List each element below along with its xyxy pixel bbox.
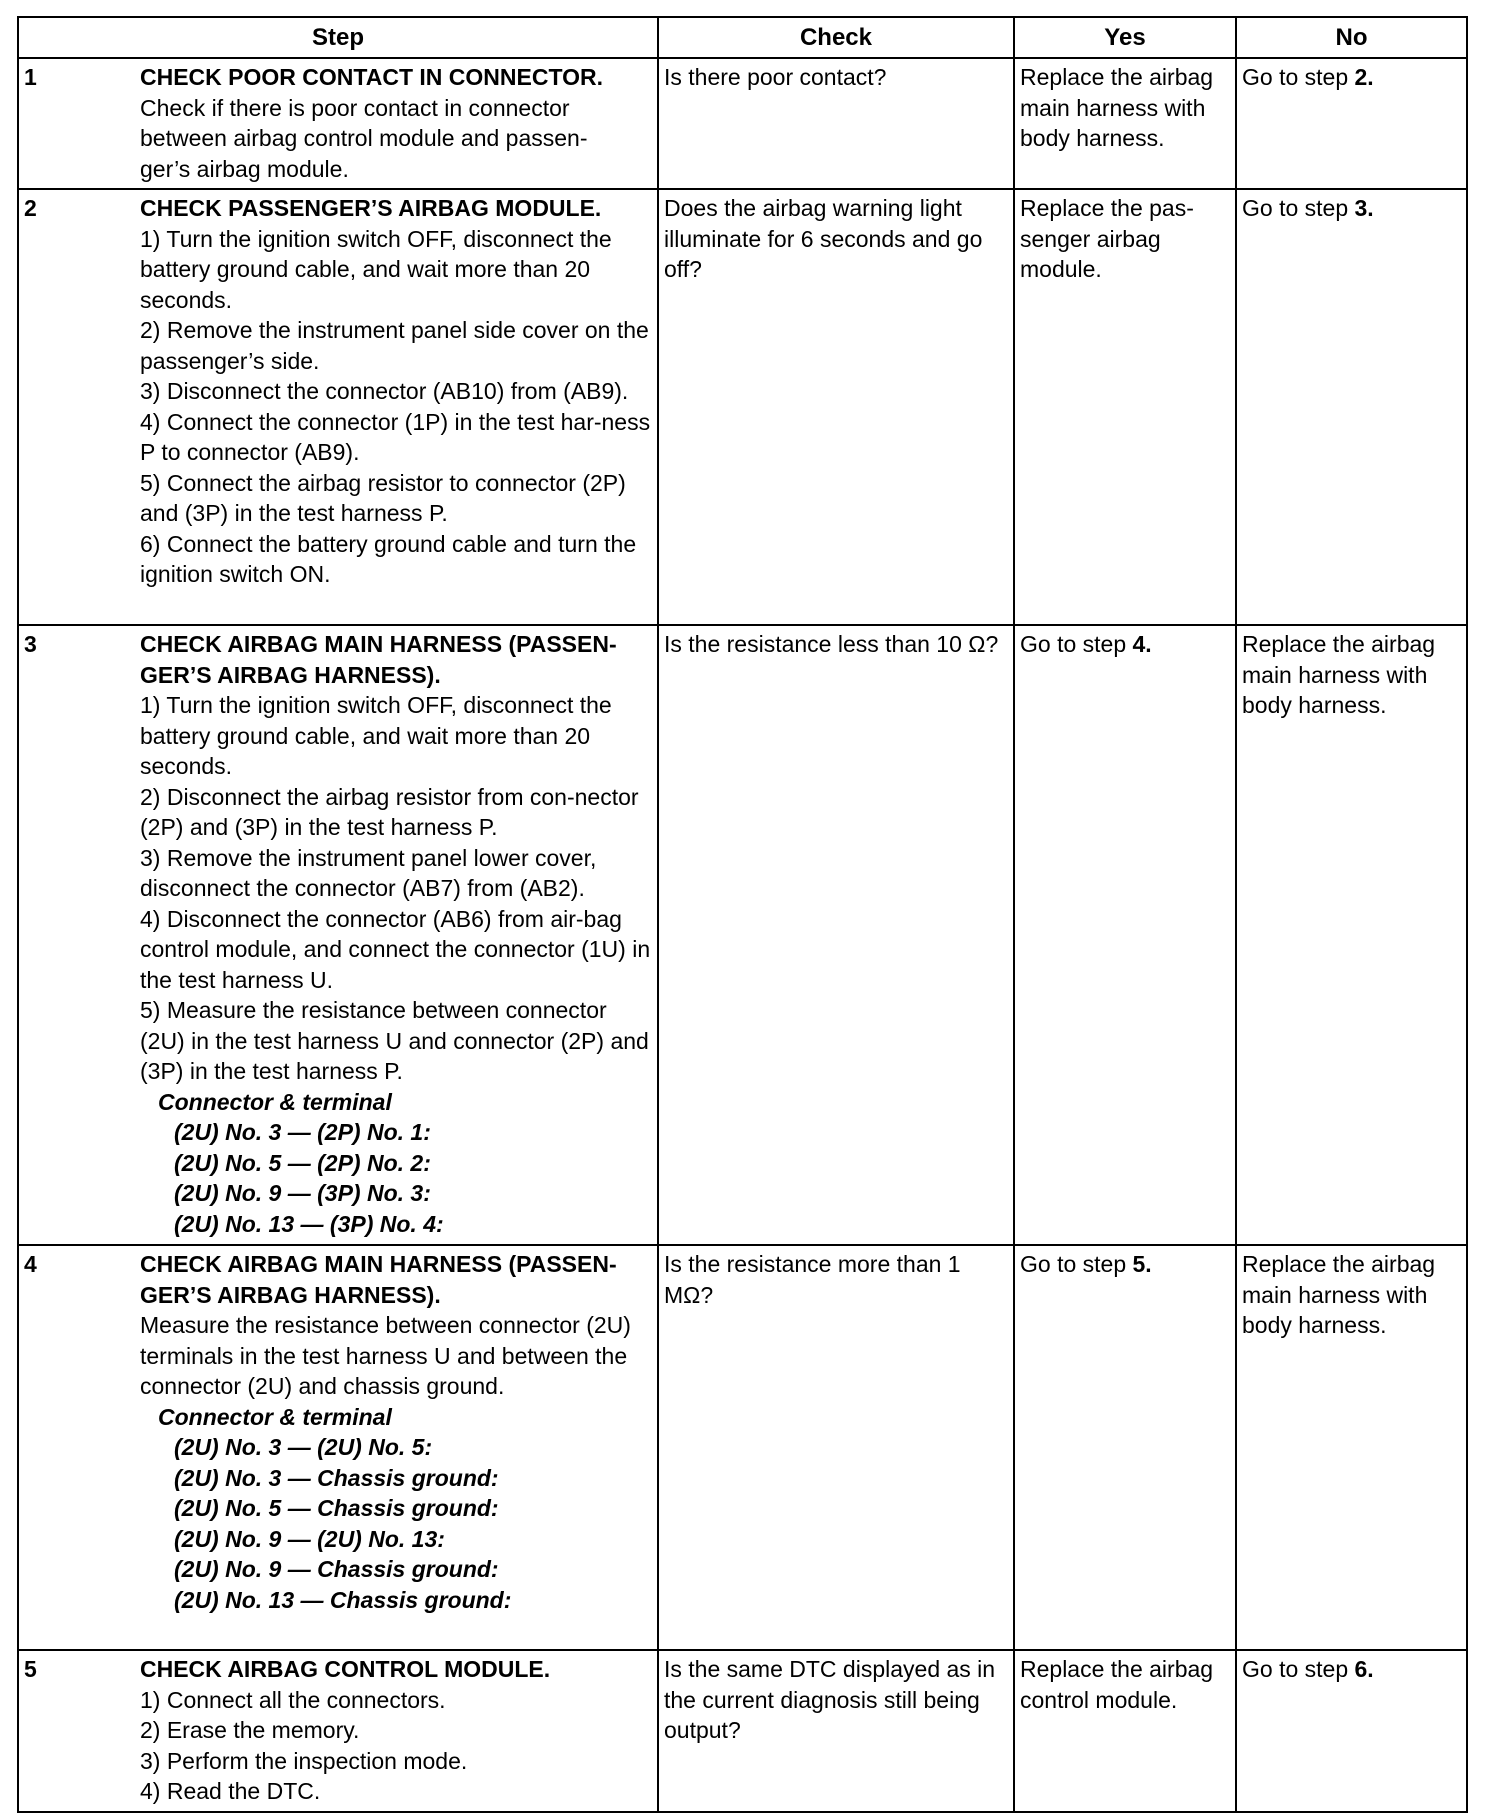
step-line: 2) Remove the instrument panel side cover on the passenger’s side. — [140, 317, 649, 374]
step-number: 4 — [24, 1251, 37, 1277]
table-row — [18, 1650, 1467, 1812]
no-prefix: Go to step — [1242, 64, 1355, 90]
step-cell — [18, 1245, 658, 1650]
terminal-pair: (2U) No. 3 — Chassis ground: — [174, 1464, 499, 1491]
terminal-pair: (2U) No. 9 — Chassis ground: — [174, 1556, 499, 1582]
step-line: between airbag control module and passen- — [140, 125, 588, 151]
no-cell: Replace the airbag main harness with body harness. — [1236, 1245, 1467, 1650]
no-cell: Replace the airbag main harness with body harness. — [1236, 625, 1467, 1245]
header-row — [18, 17, 1467, 58]
terminal-pair: (2U) No. 9 — (2U) No. 13: — [174, 1525, 445, 1552]
step-line: 4) Disconnect the connector (AB6) from air-bag control module, and connect the connector (1U) in the test harness U. — [140, 905, 651, 993]
step-line: 1) Turn the ignition switch OFF, disconnect the battery ground cable, and wait more than 20 seconds. — [140, 225, 612, 313]
yes-cell — [1014, 1245, 1236, 1650]
step-line: 3) Disconnect the connector (AB10) from (AB9). — [140, 378, 629, 404]
diagnostic-table-sheet — [17, 16, 1466, 1813]
step-number: 3 — [24, 631, 37, 657]
yes-cell: Replace the pas-senger airbag module. — [1014, 189, 1236, 625]
terminal-pair: (2U) No. 3 — (2U) No. 5: — [174, 1434, 433, 1460]
header-check: Check — [658, 17, 1014, 58]
no-step: 2. — [1354, 64, 1374, 90]
terminal-pair: (2U) No. 3 — (2P) No. 1: — [174, 1119, 431, 1145]
table-row — [18, 625, 1467, 1245]
check-cell: Does the airbag warning light illuminate for 6 seconds and go off? — [658, 189, 1014, 625]
step-line: 4) Connect the connector (1P) in the test har-ness P to connector (AB9). — [140, 408, 651, 465]
check-cell: Is there poor contact? — [658, 58, 1014, 189]
yes-step: 5. — [1132, 1251, 1152, 1277]
step-line: 5) Connect the airbag resistor to connector (2P) and (3P) in the test harness P. — [140, 469, 626, 526]
terminal-pair: (2U) No. 5 — Chassis ground: — [174, 1495, 499, 1521]
check-cell: Is the same DTC displayed as in the current diagnosis still being output? — [658, 1650, 1014, 1812]
yes-cell: Replace the airbag main harness with body harness. — [1014, 58, 1236, 189]
step-line: Check if there is poor contact in connector — [140, 94, 570, 121]
diagnostic-table — [17, 16, 1468, 1813]
no-prefix: Go to step — [1242, 1656, 1355, 1682]
yes-prefix: Go to step — [1020, 631, 1133, 657]
table-row — [18, 1245, 1467, 1650]
yes-cell: Replace the airbag control module. — [1014, 1650, 1236, 1812]
no-cell — [1236, 1650, 1467, 1812]
step-cell — [18, 625, 658, 1245]
check-cell: Is the resistance less than 10 Ω? — [658, 625, 1014, 1245]
step-number: 2 — [24, 195, 37, 221]
terminal-pair: (2U) No. 13 — (3P) No. 4: — [174, 1210, 444, 1237]
step-line: 1) Turn the ignition switch OFF, disconnect the battery ground cable, and wait more than 20 seconds. — [140, 692, 612, 779]
no-step: 3. — [1354, 195, 1374, 221]
check-cell: Is the resistance more than 1 MΩ? — [658, 1245, 1014, 1650]
header-yes: Yes — [1014, 17, 1236, 58]
step-line: 1) Connect all the connectors. — [140, 1686, 446, 1713]
step-title: CHECK AIRBAG MAIN HARNESS (PASSEN-GER’S AIRBAG HARNESS). — [140, 631, 617, 688]
terminal-pair: (2U) No. 5 — (2P) No. 2: — [174, 1149, 431, 1176]
step-cell — [18, 58, 658, 189]
step-line: 3) Remove the instrument panel lower cover, disconnect the connector (AB7) from (AB2). — [140, 844, 597, 901]
step-cell — [18, 189, 658, 625]
step-title: CHECK AIRBAG CONTROL MODULE. — [140, 1656, 551, 1682]
yes-step: 4. — [1132, 631, 1152, 657]
step-number: 1 — [24, 64, 37, 90]
no-step: 6. — [1354, 1656, 1374, 1682]
step-title: CHECK PASSENGER’S AIRBAG MODULE. — [140, 195, 602, 221]
step-title: CHECK POOR CONTACT IN CONNECTOR. — [140, 64, 603, 90]
yes-prefix: Go to step — [1020, 1251, 1133, 1277]
step-title: CHECK AIRBAG MAIN HARNESS (PASSEN-GER’S AIRBAG HARNESS). — [140, 1251, 617, 1308]
step-line: 6) Connect the battery ground cable and turn the ignition switch ON. — [140, 530, 637, 587]
table-row — [18, 189, 1467, 625]
step-cell — [18, 1650, 658, 1812]
step-line: 2) Disconnect the airbag resistor from con-nector (2P) and (3P) in the test harness P. — [140, 783, 639, 840]
terminal-pair: (2U) No. 9 — (3P) No. 3: — [174, 1180, 431, 1206]
step-line: 2) Erase the memory. — [140, 1717, 360, 1743]
connector-terminal-label: Connector & terminal — [158, 1403, 392, 1430]
step-line: ger’s airbag module. — [140, 155, 349, 182]
terminal-pair: (2U) No. 13 — Chassis ground: — [174, 1586, 512, 1613]
yes-cell — [1014, 625, 1236, 1245]
step-line: 3) Perform the inspection mode. — [140, 1747, 468, 1774]
no-cell — [1236, 189, 1467, 625]
step-line: 4) Read the DTC. — [140, 1778, 321, 1804]
no-cell — [1236, 58, 1467, 189]
header-no: No — [1236, 17, 1467, 58]
connector-terminal-label: Connector & terminal — [158, 1088, 392, 1115]
step-line: Measure the resistance between connector (2U) terminals in the test harness U and between the connector (2U) and chassis ground. — [140, 1312, 631, 1399]
header-step: Step — [18, 17, 658, 58]
step-line: 5) Measure the resistance between connector (2U) in the test harness U and connector (2P) and (3P) in the test harness P. — [140, 997, 649, 1084]
table-row — [18, 58, 1467, 189]
no-prefix: Go to step — [1242, 195, 1355, 221]
step-number: 5 — [24, 1656, 37, 1682]
